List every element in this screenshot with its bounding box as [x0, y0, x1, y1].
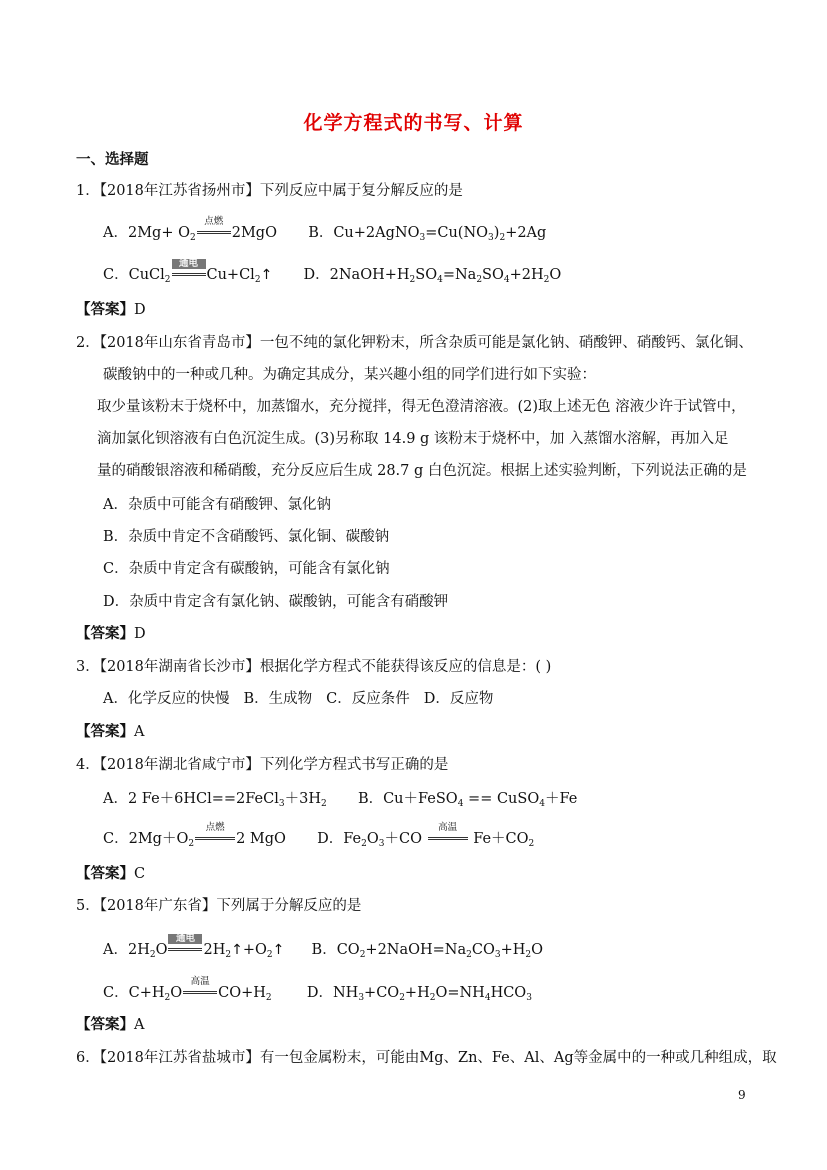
q2-answer: 【答案】D: [76, 625, 146, 642]
reaction-condition: 点燃: [197, 223, 231, 241]
q2-stem-line1: 2．【2018年山东省青岛市】一包不纯的氯化钾粉末，所含杂质可能是氯化钠、硝酸钾、硝酸钙、氯化铜、: [76, 335, 753, 351]
q4-answer: 【答案】C: [76, 865, 146, 882]
reaction-condition: 高温: [428, 829, 468, 847]
q1-option-c: C．CuCl$_2$ 通电 $Cu+Cl_2↑$ D．$2NaOH+H_2SO_4=Na_2SO_4+2H_2O$: [103, 258, 562, 285]
q2-stem-line3: 取少量该粉末于烧杯中，加蒸馏水，充分搅拌，得无色澄清溶液。(2)取上述无色 溶液少许于试管中，: [97, 399, 746, 415]
q5-option-a: A．$2H_2O$ 通电 $2H_2↑+O_2↑$ B．$CO_2+2NaOH=Na_2CO_3+H_2O$: [103, 933, 544, 960]
q2-option-a: A．杂质中可能含有硝酸钾、氯化钠: [103, 497, 331, 513]
q2-stem-line2: 碳酸钠中的一种或几种。为确定其成分，某兴趣小组的同学们进行如下实验：: [103, 367, 596, 383]
q4-option-c: C．$2Mg+O_2$ 点燃 2 MgO D．$Fe_2O_3+CO$ 高温 $Fe+CO_2$: [103, 822, 535, 849]
q1-stem: 1．【2018年江苏省扬州市】下列反应中属于复分解反应的是: [76, 183, 463, 199]
q2-option-b: B．杂质中肯定不含硝酸钙、氯化铜、碳酸钠: [103, 529, 390, 545]
page-number: 9: [738, 1088, 746, 1102]
page-title: 化学方程式的书写、计算: [303, 112, 524, 134]
q3-answer: 【答案】A: [76, 723, 145, 740]
reaction-condition: 高温: [183, 983, 217, 1001]
q4-option-a: A．2 $Fe+6HCl==2FeCl_3+3H_2$ B．Cu＋FeSO$_4$ == CuSO$_4$＋Fe: [103, 791, 578, 809]
q2-stem-line4: 滴加氯化钡溶液有白色沉淀生成。(3)另称取 14.9 g 该粉末于烧杯中，加 入蒸馏水溶解，再加入足: [97, 431, 729, 447]
q3-stem: 3．【2018年湖南省长沙市】根据化学方程式不能获得该反应的信息是：( ): [76, 659, 552, 675]
q3-options: A．化学反应的快慢 B．生成物 C．反应条件 D．反应物: [103, 691, 494, 707]
q2-option-c: C．杂质中肯定含有碳酸钠，可能含有氯化钠: [103, 561, 390, 577]
q1-option-a: A．$2Mg+ O_2$ 点燃 2MgO B．$Cu+2AgNO_3=Cu(NO_3)_2+2Ag$: [103, 216, 547, 243]
q5-stem: 5．【2018年广东省】下列属于分解反应的是: [76, 898, 362, 914]
reaction-condition: 通电: [168, 940, 202, 958]
reaction-condition: 通电: [172, 265, 206, 283]
q4-stem: 4．【2018年湖北省咸宁市】下列化学方程式书写正确的是: [76, 757, 449, 773]
q5-option-c: C．$C+H_2O$ 高温 $CO+H_2$ D．$NH_3+CO_2+H_2O=NH_4HCO_3$: [103, 976, 532, 1003]
q6-stem: 6．【2018年江苏省盐城市】有一包金属粉末，可能由Mg、Zn、Fe、Al、Ag等金属中的一种或几种组成，取: [76, 1050, 777, 1066]
q5-answer: 【答案】A: [76, 1016, 145, 1033]
reaction-condition: 点燃: [195, 829, 235, 847]
q1-answer: 【答案】D: [76, 301, 146, 318]
section-heading: 一、选择题: [76, 151, 149, 168]
q2-stem-line5: 量的硝酸银溶液和稀硝酸，充分反应后生成 28.7 g 白色沉淀。根据上述实验判断，下列说法正确的是: [97, 463, 747, 479]
q2-option-d: D．杂质中肯定含有氯化钠、碳酸钠，可能含有硝酸钾: [103, 594, 449, 610]
